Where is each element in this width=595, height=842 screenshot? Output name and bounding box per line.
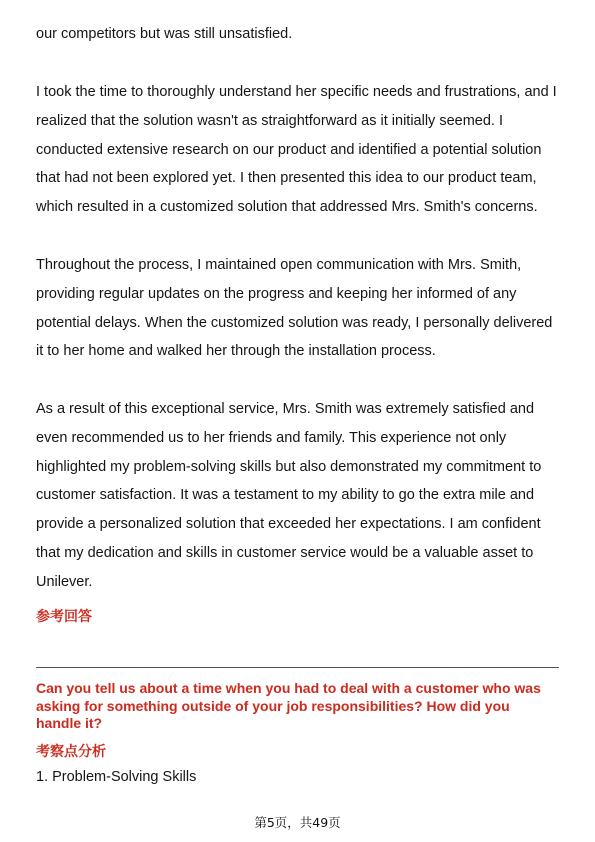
question-line: Can you tell us about a time when you had to deal with a customer who was <box>36 680 541 696</box>
analysis-heading: 考察点分析 <box>36 744 106 760</box>
paragraph-communication <box>36 251 562 366</box>
text-line: I took the time to thoroughly understand her specific needs and frustrations, and I <box>36 84 557 100</box>
text-line: that my dedication and skills in customer service would be a valuable asset to <box>36 544 534 561</box>
text-line: Throughout the process, I maintained open communication with Mrs. Smith, <box>36 257 522 273</box>
question-line: asking for something outside of your job responsibilities? How did you <box>36 697 510 714</box>
page-footer: 第5页，共49页 <box>254 815 341 830</box>
section-divider <box>36 667 559 668</box>
text-line: which resulted in a customized solution that addressed Mrs. Smith's concerns. <box>36 199 538 216</box>
paragraph-intro <box>36 20 562 49</box>
text-line: As a result of this exceptional service, Mrs. Smith was extremely satisfied and <box>36 401 535 417</box>
text-line: even recommended us to her friends and family. This experience not only <box>36 429 507 446</box>
text-line: provide a personalized solution that exceeded her expectations. I am confident <box>36 516 541 533</box>
text-line: conducted extensive research on our product and identified a potential solution <box>36 141 542 158</box>
text-line: that had not been explored yet. I then presented this idea to our product team, <box>36 170 537 187</box>
text-line: customer satisfaction. It was a testament to my ability to go the extra mile and <box>36 487 535 504</box>
analysis-list-item: 1. Problem-Solving Skills <box>36 769 197 785</box>
text-line: potential delays. When the customized solution was ready, I personally delivered <box>36 314 553 331</box>
text-line: realized that the solution wasn't as straightforward as it initially seemed. I <box>36 112 503 129</box>
paragraph-result <box>36 395 562 597</box>
text-line: Unilever. <box>36 573 93 590</box>
question-line: handle it? <box>36 715 103 731</box>
text-line: it to her home and walked her through the installation process. <box>36 343 436 360</box>
paragraph-research <box>36 78 562 222</box>
interview-question <box>36 680 562 733</box>
text-line: highlighted my problem-solving skills but also demonstrated my commitment to <box>36 458 542 475</box>
text-line: providing regular updates on the progress and keeping her informed of any <box>36 285 517 302</box>
text-line: our competitors but was still unsatisfied. <box>36 26 293 42</box>
reference-answer-heading: 参考回答 <box>36 609 92 625</box>
